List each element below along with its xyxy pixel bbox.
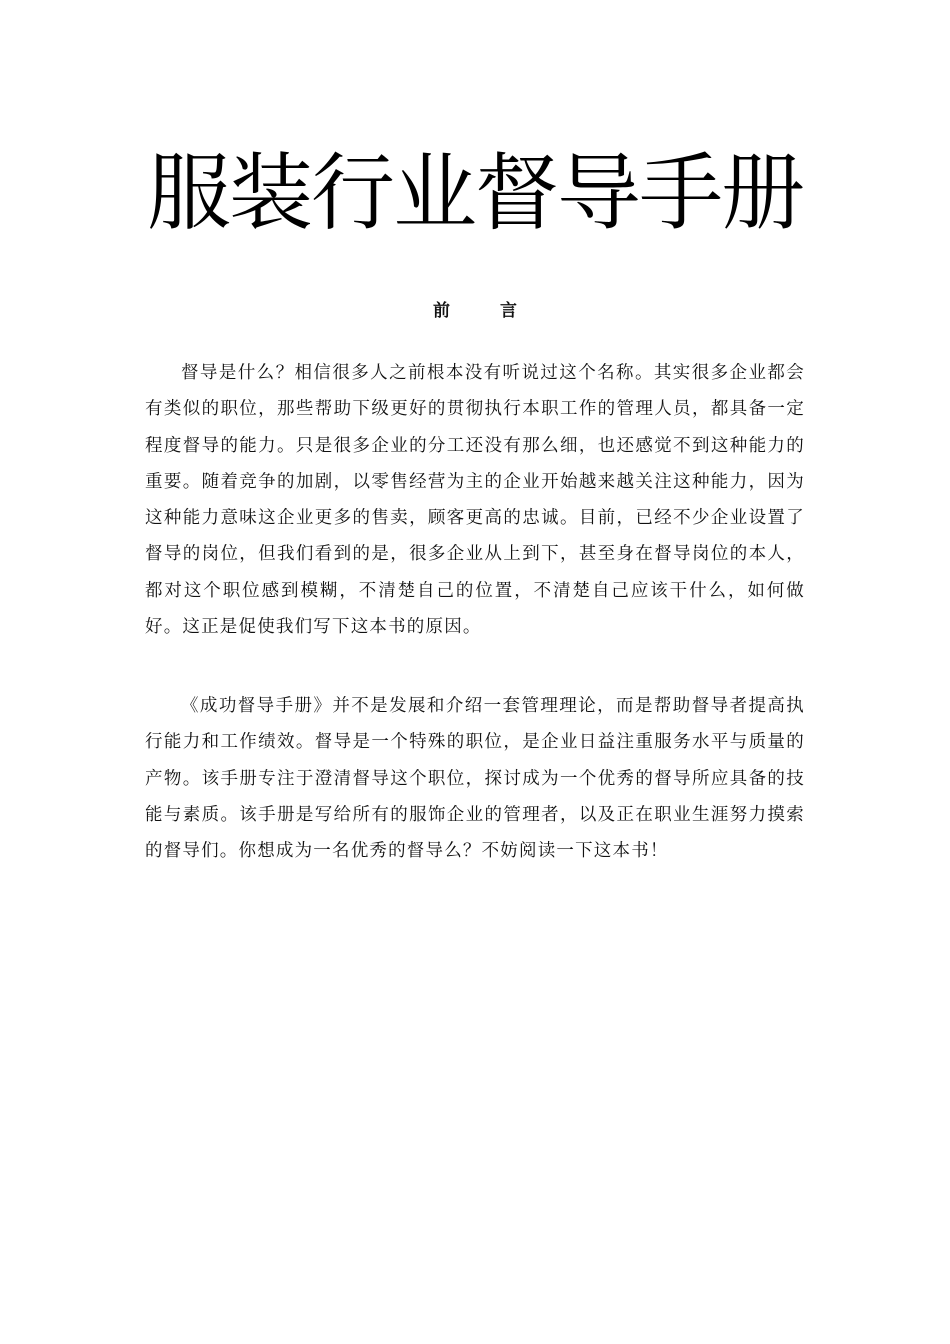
preface-paragraph-2: 《成功督导手册》并不是发展和介绍一套管理理论，而是帮助督导者提高执行能力和工作绩效。督导是一个特殊的职位，是企业日益注重服务水平与质量的产物。该手册专注于澄清督导这个职位，探讨成为一个优秀的督导所应具备的技能与素质。该手册是写给所有的服饰企业的管理者，以及正在职业生涯努力摸索的督导们。你想成为一名优秀的督导么？不妨阅读一下这本书！ (145, 696, 805, 862)
preface-paragraph-1: 督导是什么？相信很多人之前根本没有听说过这个名称。其实很多企业都会有类似的职位，那些帮助下级更好的贯彻执行本职工作的管理人员，都具备一定程度督导的能力。只是很多企业的分工还没有那么细，也还感觉不到这种能力的重要。随着竞争的加剧，以零售经营为主的企业开始越来越关注这种能力，因为这种能力意味这企业更多的售卖，顾客更高的忠诚。目前，已经不少企业设置了督导的岗位，但我们看到的是，很多企业从上到下，甚至身在督导岗位的本人，都对这个职位感到模糊，不清楚自己的位置，不清楚自己应该干什么，如何做好。这正是促使我们写下这本书的原因。 (145, 363, 805, 638)
preface-heading: 前 言 (433, 301, 539, 321)
document-title: 服装行业督导手册 (146, 144, 803, 242)
